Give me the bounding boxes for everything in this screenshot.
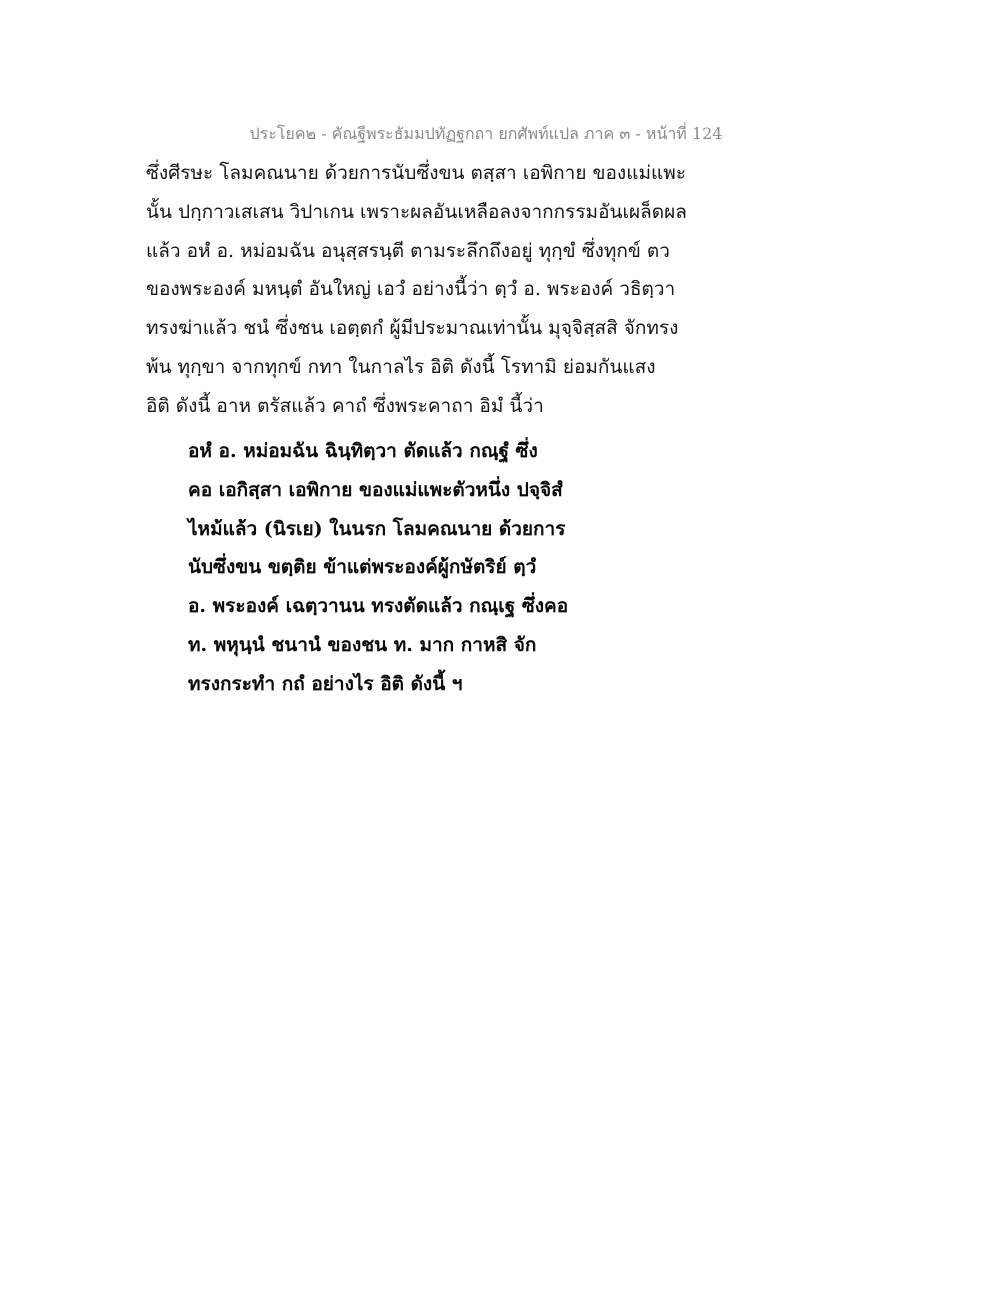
paragraph-line: แล้ว อหํ อ. หม่อมฉัน อนุสฺสรนฺตี ตามระลึกถึงอยู่ ทุกฺขํ ซึ่งทุกข์ ตว <box>146 239 670 262</box>
verse-line: ทรงกระทำ กถํ อย่างไร อิติ ดังนี้ ฯ <box>188 672 463 695</box>
paragraph-line: ของพระองค์ มหนฺตํ อันใหญ่ เอวํ อย่างนี้ว่า ตฺวํ อ. พระองค์ วธิตฺวา <box>146 278 676 301</box>
paragraph-line: ทรงฆ่าแล้ว ชนํ ซึ่งชน เอตฺตกํ ผู้มีประมาณเท่านั้น มุจฺจิสฺสสิ จักทรง <box>146 317 679 340</box>
paragraph-line: พ้น ทุกฺขา จากทุกข์ กทา ในกาลไร อิติ ดังนี้ โรทามิ ย่อมกันแสง <box>146 355 656 378</box>
paragraph-line: อิติ ดังนี้ อาห ตรัสแล้ว คาถํ ซึ่งพระคาถา อิมํ นี้ว่า <box>146 394 544 417</box>
prose-paragraph <box>146 158 766 430</box>
running-head-text: ประโยค๒ - คัณฐีพระธัมมปทัฏฐกถา ยกศัพท์แปล ภาค ๓ - หน้าที่ 124 <box>249 124 723 143</box>
running-head <box>0 122 1000 147</box>
verse-block <box>188 436 748 708</box>
verse-line: คอ เอกิสฺสา เอพิกาย ของแม่แพะตัวหนึ่ง ปจฺจิสํ <box>188 478 563 501</box>
verse-line: อหํ อ. หม่อมฉัน ฉินฺทิตฺวา ตัดแล้ว กณฺฐํ ซึ่ง <box>188 440 538 462</box>
verse-line: นับซึ่งขน ขตฺติย ข้าแต่พระองค์ผู้กษัตริย์ ตฺวํ <box>188 556 537 579</box>
verse-line: อ. พระองค์ เฉตฺวานน ทรงตัดแล้ว กณฺเฐ ซึ่งคอ <box>188 595 569 618</box>
verse-line: ไหม้แล้ว (นิรเย) ในนรก โลมคณนาย ด้วยการ <box>188 517 566 540</box>
paragraph-line: นั้น ปกฺกาวเสเสน วิปาเกน เพราะผลอันเหลือลงจากกรรมอันเผล็ดผล <box>146 200 687 223</box>
verse-line: ท. พหุนฺนํ ชนานํ ของชน ท. มาก กาหสิ จัก <box>188 633 537 656</box>
paragraph-line: ซึ่งศีรษะ โลมคณนาย ด้วยการนับซึ่งขน ตสฺสา เอพิกาย ของแม่แพะ <box>146 162 686 184</box>
